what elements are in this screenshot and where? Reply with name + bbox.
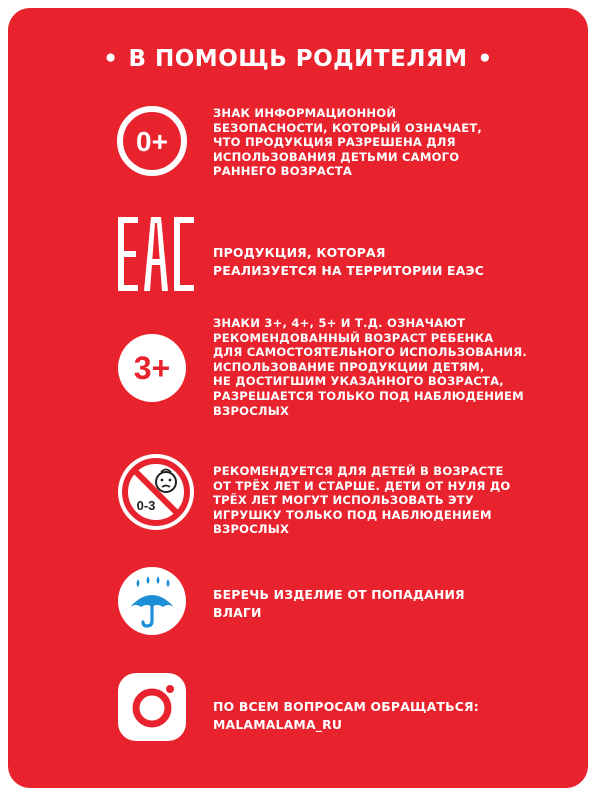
keep-dry-umbrella-icon <box>116 565 188 637</box>
eac-mark-icon <box>116 215 196 293</box>
info-text-age-3: ЗНАКИ 3+, 4+, 5+ И Т.Д. ОЗНАЧАЮТ РЕКОМЕНДОВАННЫЙ ВОЗРАСТ РЕБЕНКА ДЛЯ САМОСТОЯТЕЛЬНОГО ИСПОЛЬЗОВАНИЯ. ИСПОЛЬЗОВАНИЕ ПРОДУКЦИИ ДЕТЯМ, НЕ ДОСТИГШИМ УКАЗАННОГО ВОЗРАСТА, РАЗРЕШАЕТСЯ ТОЛЬКО ПОД НАБЛЮДЕНИЕМ ВЗРОСЛЫХ <box>213 316 528 418</box>
age-0-plus-icon <box>116 105 188 177</box>
page-title <box>8 46 588 72</box>
info-card <box>8 8 588 788</box>
title-dot-left: • <box>103 46 119 72</box>
title-text: В ПОМОЩЬ РОДИТЕЛЯМ <box>128 46 468 72</box>
info-text-contact: ПО ВСЕМ ВОПРОСАМ ОБРАЩАТЬСЯ: MALAMALAMA_RU <box>213 699 479 732</box>
info-text-age-0: ЗНАК ИНФОРМАЦИОННОЙ БЕЗОПАСНОСТИ, КОТОРЫЙ ОЗНАЧАЕТ, ЧТО ПРОДУКЦИЯ РАЗРЕШЕНА ДЛЯ ИСПОЛЬЗОВАНИЯ ДЕТЬМИ САМОГО РАННЕГО ВОЗРАСТА <box>213 106 483 179</box>
title-dot-right: • <box>477 46 493 72</box>
instagram-icon[interactable] <box>116 671 188 743</box>
svg-text:3+: 3+ <box>133 350 171 386</box>
age-3-plus-icon <box>116 332 188 404</box>
not-for-under-3-icon <box>116 452 196 532</box>
info-text-keep-dry: БЕРЕЧЬ ИЗДЕЛИЕ ОТ ПОПАДАНИЯ ВЛАГИ <box>213 587 465 620</box>
info-text-under-3: РЕКОМЕНДУЕТСЯ ДЛЯ ДЕТЕЙ В ВОЗРАСТЕ ОТ ТРЁХ ЛЕТ И СТАРШЕ. ДЕТИ ОТ НУЛЯ ДО ТРЁХ ЛЕТ МОГУТ ИСПОЛЬЗОВАТЬ ЭТУ ИГРУШКУ ТОЛЬКО ПОД НАБЛЮДЕНИЕМ ВЗРОСЛЫХ <box>213 464 511 537</box>
info-text-eac: ПРОДУКЦИЯ, КОТОРАЯ РЕАЛИЗУЕТСЯ НА ТЕРРИТОРИИ ЕАЭС <box>213 245 485 278</box>
svg-text:0-3: 0-3 <box>136 498 156 513</box>
svg-text:0+: 0+ <box>136 126 168 157</box>
